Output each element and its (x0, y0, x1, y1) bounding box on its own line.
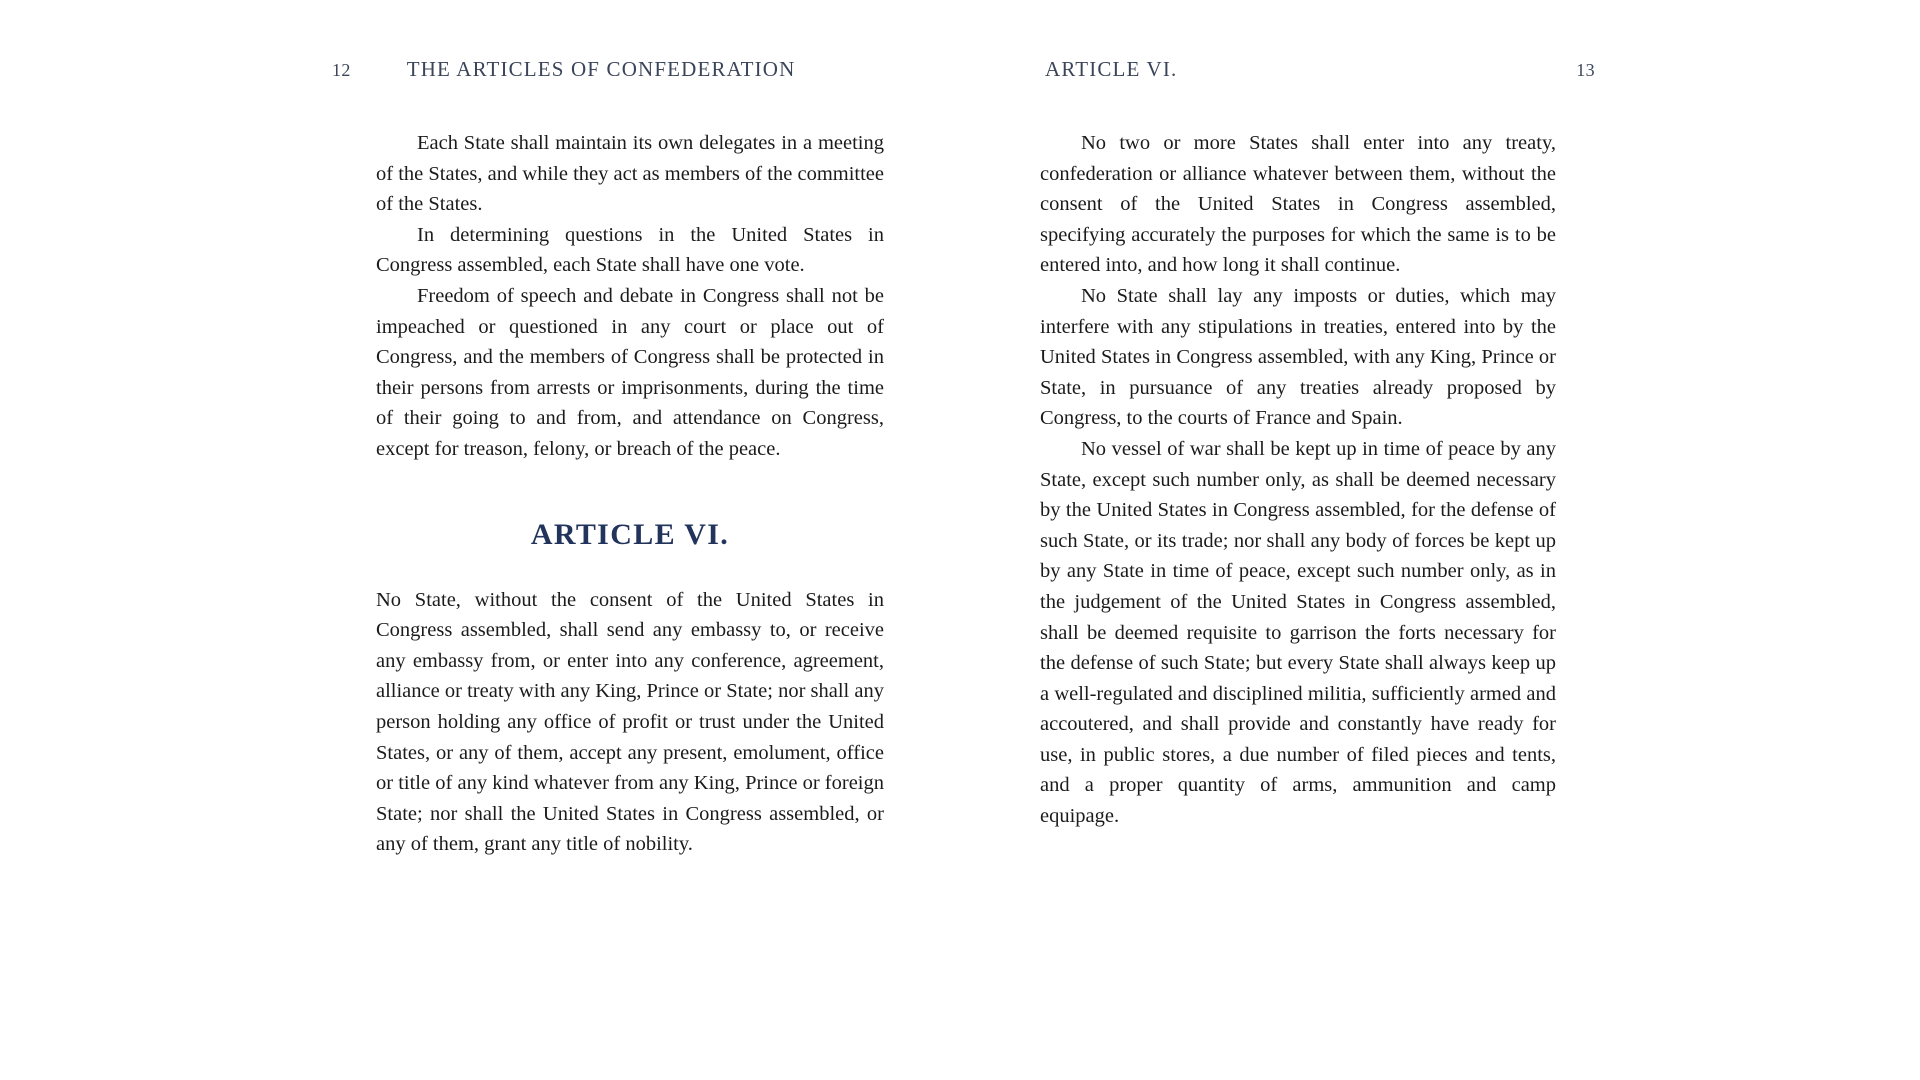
paragraph: No State shall lay any imposts or duties, which may interfere with any stipulations in treaties, entered into by the United States in Congress assembled, with any King, Prince or State, in pursuance of any treaties already proposed by Congress, to the courts of France and Spain. (1040, 284, 1556, 430)
right-page-text-column (1040, 128, 1556, 832)
left-page-running-head-title: THE ARTICLES OF CONFEDERATION (406, 57, 796, 81)
paragraph: In determining questions in the United States in Congress assembled, each State shall have one vote. (376, 223, 884, 277)
left-page-running-head (332, 57, 842, 85)
left-page-folio: 12 (332, 60, 351, 80)
article-heading: ARTICLE VI. (530, 517, 730, 551)
right-page-running-head (1045, 57, 1595, 85)
left-page-text-column (376, 128, 884, 860)
right-page-running-head-title: ARTICLE VI. (1045, 57, 1178, 81)
paragraph: Each State shall maintain its own delegates in a meeting of the States, and while they act as members of the committee of the States. (376, 132, 884, 216)
paragraph: No vessel of war shall be kept up in time of peace by any State, except such number only, as shall be deemed necessary by the United States in Congress assembled, for the defense of such State, or its trade; nor shall any body of forces be kept up by any State in time of peace, except such number only, as in the judgement of the United States in Congress assembled, shall be deemed requisite to garrison the forts necessary for the defense of such State; but every State shall always keep up a well-regulated and disciplined militia, sufficiently armed and accoutered, and shall provide and constantly have ready for use, in public stores, a due number of filed pieces and tents, and a proper quantity of arms, ammunition and camp equipage. (1040, 437, 1556, 828)
paragraph: No two or more States shall enter into any treaty, confederation or alliance whatever between them, without the consent of the United States in Congress assembled, specifying accurately the purposes for which the same is to be entered into, and how long it shall continue. (1040, 132, 1556, 277)
paragraph: No State, without the consent of the United States in Congress assembled, shall send any embassy to, or receive any embassy from, or enter into any conference, agreement, alliance or treaty with any King, Prince or State; nor shall any person holding any office of profit or trust under the United States, or any of them, accept any present, emolument, office or title of any kind whatever from any King, Prince or foreign State; nor shall the United States in Congress assembled, or any of them, grant any title of nobility. (376, 588, 884, 856)
right-page-folio: 13 (1576, 60, 1595, 80)
paragraph: Freedom of speech and debate in Congress shall not be impeached or questioned in any court or place out of Congress, and the members of Congress shall be protected in their persons from arrests or imprisonments, during the time of their going to and from, and attendance on Congress, except for treason, felony, or breach of the peace. (376, 284, 884, 460)
